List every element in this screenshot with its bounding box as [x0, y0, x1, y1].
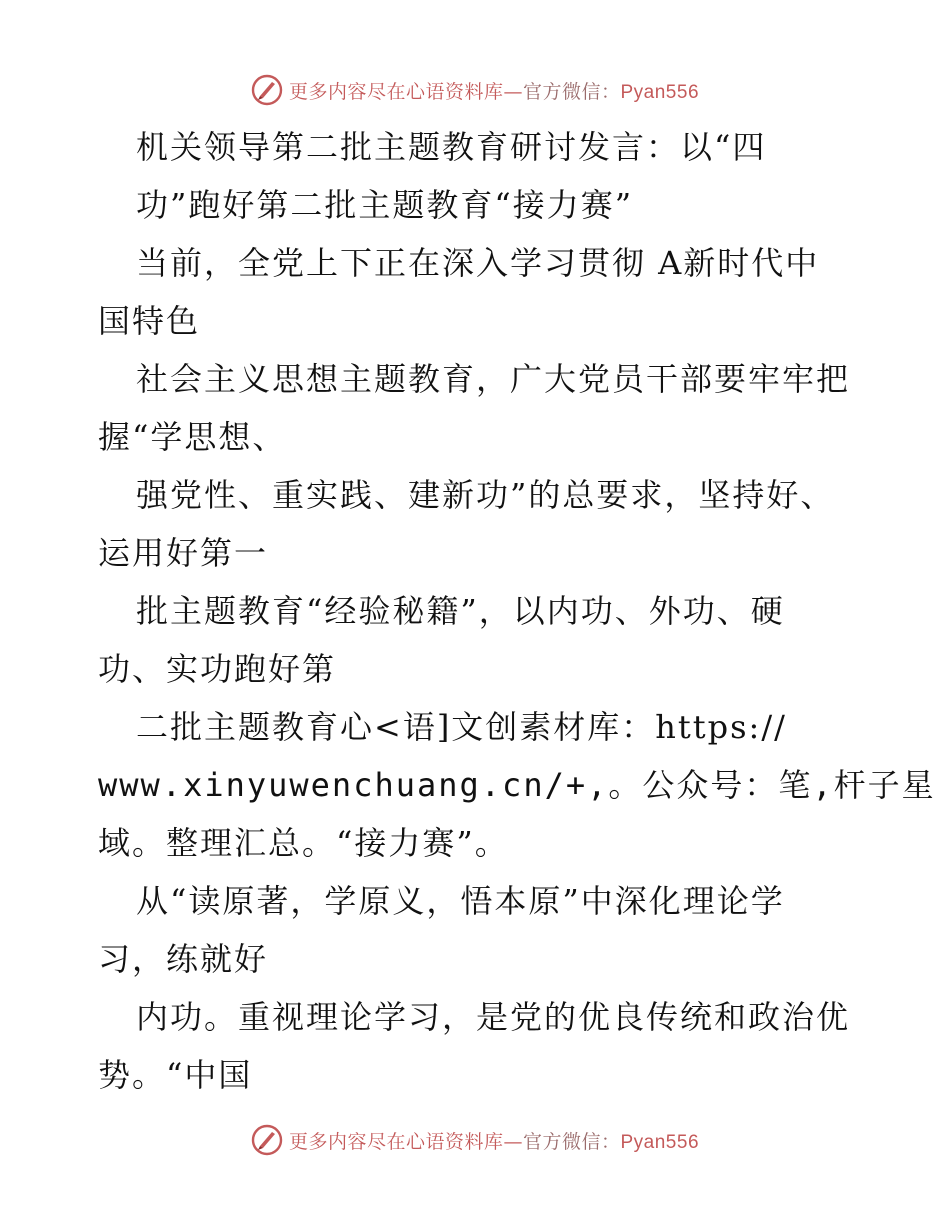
- body-line: 握“学思想、: [98, 418, 287, 456]
- body-line: 运用好第一: [98, 534, 269, 572]
- body-line: 域。整理汇总。“接力赛”。: [98, 824, 509, 862]
- brush-logo-icon: [251, 74, 283, 106]
- header-banner-text: [289, 77, 699, 104]
- footer-banner-main: 更多内容尽在心语资料库: [288, 1130, 504, 1153]
- header-banner-inner: [251, 74, 699, 106]
- body-line: 势。“中国: [98, 1056, 253, 1094]
- header-banner-main: 更多内容尽在心语资料库: [288, 80, 504, 103]
- footer-banner-inner: [251, 1124, 699, 1156]
- header-banner-dash: —: [503, 80, 523, 103]
- brush-logo-icon: [251, 1124, 283, 1156]
- body-line: 批主题教育“经验秘籍”，以内功、外功、硬: [136, 592, 785, 630]
- document-body: [98, 118, 936, 1104]
- footer-banner-dash: —: [503, 1130, 523, 1153]
- body-line: 习，练就好: [98, 940, 269, 978]
- footer-banner-text: [289, 1127, 699, 1154]
- body-line: 功、实功跑好第: [98, 650, 337, 688]
- footer-banner-wechat-label: 官方微信：: [522, 1130, 621, 1153]
- header-banner: [0, 70, 950, 110]
- body-line: www.xinyuwenchuang.cn/+,。公众号：笔,杆子星: [98, 766, 936, 804]
- body-line: 当前，全党上下正在深入学习贯彻 A新时代中: [136, 244, 820, 282]
- body-line: 功”跑好第二批主题教育“接力赛”: [136, 186, 634, 224]
- body-line: 社会主义思想主题教育，广大党员干部要牢牢把: [136, 360, 851, 398]
- body-line: 二批主题教育心<语]文创素材库：https://: [136, 708, 787, 746]
- footer-banner-wechat-id: Pyan556: [620, 1131, 700, 1153]
- body-line: 国特色: [98, 302, 201, 340]
- body-line: 从“读原著，学原义，悟本原”中深化理论学: [136, 882, 785, 920]
- body-line: 强党性、重实践、建新功”的总要求，坚持好、: [136, 476, 835, 514]
- footer-banner: [0, 1120, 950, 1160]
- header-banner-wechat-label: 官方微信：: [522, 80, 621, 103]
- body-line: 内功。重视理论学习，是党的优良传统和政治优: [136, 998, 851, 1036]
- body-line: 机关领导第二批主题教育研讨发言：以“四: [136, 128, 767, 166]
- header-banner-wechat-id: Pyan556: [620, 81, 700, 103]
